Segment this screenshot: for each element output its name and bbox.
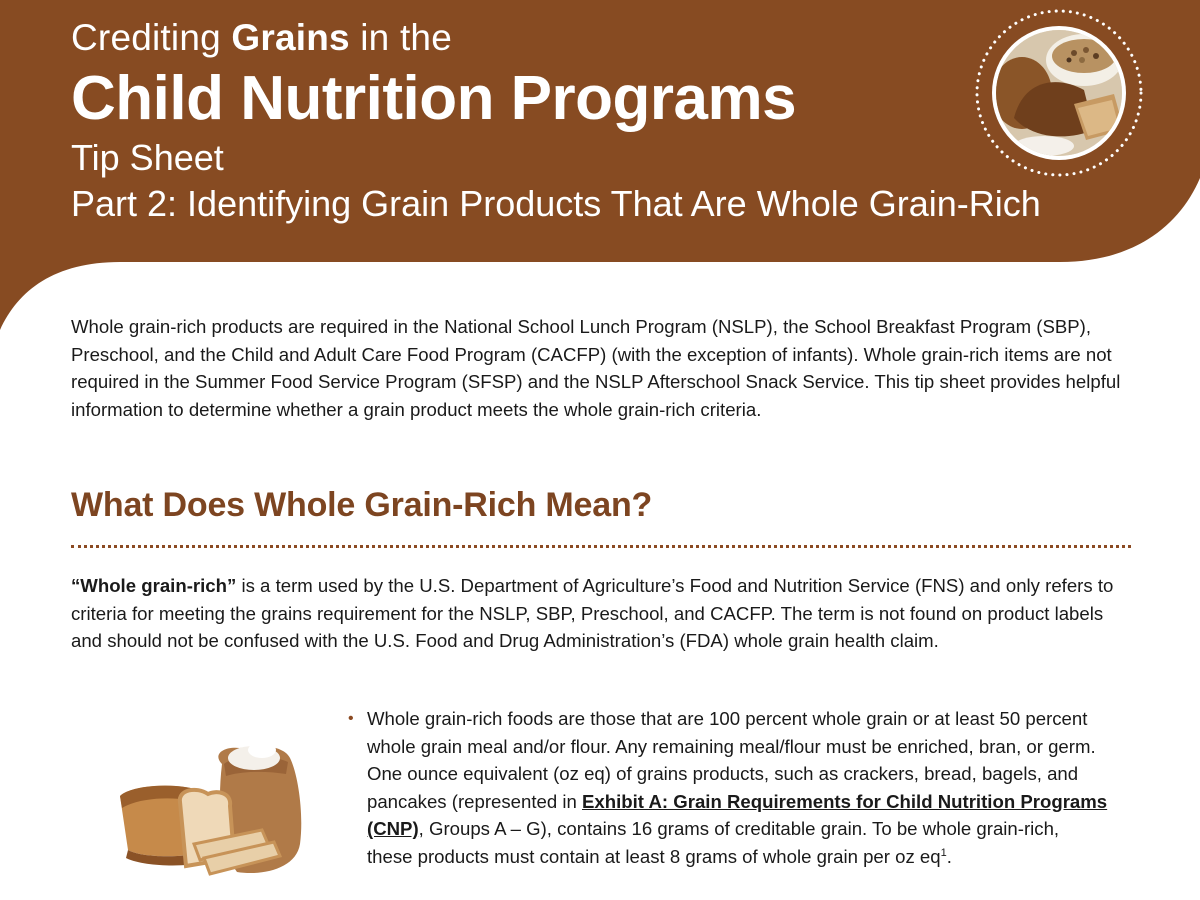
bullet-end: .: [946, 845, 952, 867]
section-heading: What Does Whole Grain-Rich Mean?: [71, 486, 653, 524]
bullet-text-after: , Groups A – G), contains 16 grams of creditable grain. To be whole grain-rich, these products must contain at least 8 grams of whole grain per oz eq: [367, 818, 1060, 867]
title-prefix: Crediting: [71, 17, 232, 58]
part-title: Part 2: Identifying Grain Products That Are Whole Grain-Rich: [71, 183, 1041, 224]
definition-paragraph: [71, 572, 1136, 655]
title-line: [71, 14, 1041, 62]
title-suffix: in the: [349, 17, 452, 58]
bullet-text-before: Whole grain-rich foods are those that are 100 percent whole grain or at least 50 percent whole grain meal and/or flour. Any remaining meal/flour must be enriched, bran, or germ. One ounce equivalent (oz eq) of grains products, such as crackers, bread, bagels, and pancakes (represented in: [367, 708, 1096, 812]
bullet-icon: •: [348, 710, 354, 727]
dotted-divider: [71, 545, 1131, 548]
intro-paragraph: Whole grain-rich products are required in the National School Lunch Program (NSLP), the School Breakfast Program (SBP), Preschool, and the Child and Adult Care Food Program (CACFP) (with the exception of infants). Whole grain-rich items are not required in the Summer Food Service Program (SFSP) and the NSLP Afterschool Snack Service. This tip sheet provides helpful information to determine whether a grain product meets the whole grain-rich criteria.: [71, 316, 1121, 420]
footnote-marker: 1: [940, 846, 947, 859]
title-bold-word: Grains: [231, 17, 350, 58]
bullet-list: [348, 705, 1108, 870]
definition-term: “Whole grain-rich”: [71, 575, 237, 596]
list-item: [348, 705, 1108, 870]
header-title-block: [71, 14, 1041, 228]
bread-and-grains-photo: [974, 8, 1144, 178]
subtitle: Tip Sheet: [71, 137, 224, 178]
main-title: Child Nutrition Programs: [71, 64, 797, 133]
definition-text: is a term used by the U.S. Department of Agriculture’s Food and Nutrition Service (FNS) and only refers to criteria for meeting the grains requirement for the NSLP, SBP, Preschool, and CACFP. The term is not found on product labels and should not be confused with the U.S. Food and Drug Administration’s (FDA) whole grain health claim.: [71, 575, 1114, 651]
exhibit-a-link[interactable]: Exhibit A: Grain Requirements for Child Nutrition Programs (CNP): [367, 790, 1108, 839]
bread-and-flour-sack-icon: [112, 734, 312, 884]
